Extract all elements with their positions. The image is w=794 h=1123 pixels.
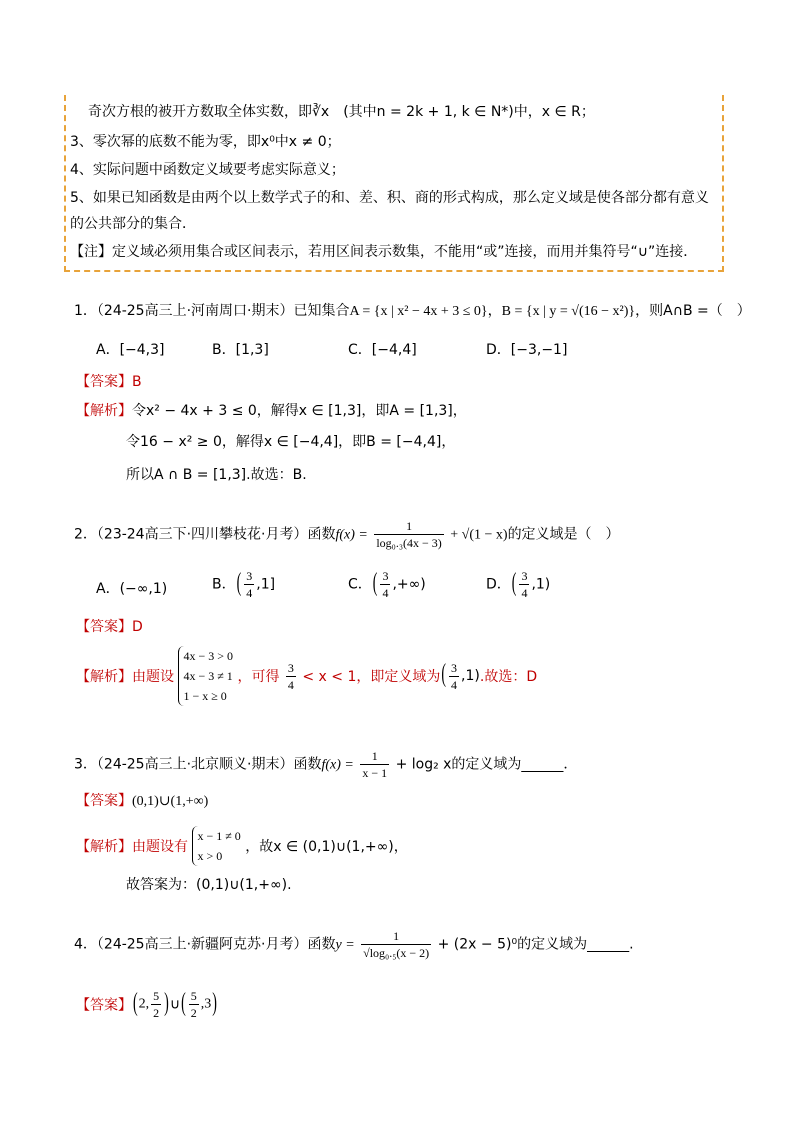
- notes-box: [64, 95, 724, 272]
- q2-option-c: C．( $\frac{3}{4}$ ,+∞): [348, 569, 426, 600]
- note-line-3: 4、实际问题中函数定义域要考虑实际意义；: [70, 162, 345, 178]
- q2-system: 4x − 3 > 0 4x − 3 ≠ 1 1 − x ≥ 0: [178, 646, 233, 706]
- q3-analysis-2: 故答案为：(0,1)∪(1,+∞).: [126, 877, 292, 893]
- q1-answer: 【答案】B: [76, 374, 142, 390]
- note-line-2: 3、零次幂的底数不能为零，即x⁰中x ≠ 0；: [70, 134, 341, 150]
- q4-stem: 4．（24-25高三上·新疆阿克苏·月考）函数y = $\frac{1}{\text{√log₀.₅(x − 2)}}$ + (2x − 5)⁰的定义域为______.: [74, 929, 634, 960]
- q1-analysis-2: 令16 − x² ≥ 0，解得x ∈ [−4,4]，即B = [−4,4]，: [126, 434, 456, 450]
- q1-option-b: B．[1,3]: [212, 342, 269, 358]
- q1-option-c: C．[−4,4]: [348, 342, 417, 358]
- note-line-5: 的公共部分的集合．: [70, 216, 196, 232]
- q4-answer: 【答案】(2, $\frac{5}{2}$ )∪( $\frac{5}{2}$ ,3): [76, 989, 217, 1020]
- q2-option-a: A．(−∞,1): [96, 581, 168, 597]
- q2-analysis: 【解析】由题设 4x − 3 > 0 4x − 3 ≠ 1 1 − x ≥ 0 ，可得 $\frac{3}{4}$ < x < 1，即定义域为( $\frac{3}{4}$ ,1).故选：D: [76, 646, 537, 706]
- q3-stem: 3．（24-25高三上·北京顺义·期末）函数f(x) = $\frac{1}{x - 1}$ + log₂ x的定义域为______．: [74, 749, 578, 780]
- q1-option-a: A．[−4,3]: [96, 342, 165, 358]
- q1-analysis-3: 所以A ∩ B = [1,3].故选：B.: [126, 467, 307, 483]
- note-line-1: 奇次方根的被开方数取全体实数，即∛x (其中n = 2k + 1, k ∈ N*)中，x ∈ R；: [88, 104, 595, 120]
- q2-option-d: D．( $\frac{3}{4}$ ,1): [486, 569, 551, 600]
- q1-stem: 1．（24-25高三上·河南周口·期末）已知集合A = {x | x² − 4x + 3 ≤ 0}，B = {x | y = √(16 − x²)}，则A∩B =（ ）: [74, 303, 751, 319]
- q2-fraction: $\frac{1}{\text{log₀.₃(4x − 3)}}$: [376, 519, 442, 550]
- q3-answer: 【答案】(0,1)∪(1,+∞): [76, 793, 209, 809]
- q3-system: x − 1 ≠ 0 x > 0: [192, 826, 240, 866]
- q2-stem: 2．（23-24高三下·四川攀枝花·月考）函数f(x) = $\frac{1}{\text{log₀.₃(4x − 3)}}$ + √(1 − x)的定义域是（ ）: [74, 519, 620, 550]
- q3-analysis: 【解析】由题设有 x − 1 ≠ 0 x > 0 ，故x ∈ (0,1)∪(1,+∞)，: [76, 826, 408, 866]
- q1-option-d: D．[−3,−1]: [486, 342, 568, 358]
- q2-option-b: B．( $\frac{3}{4}$ ,1]: [212, 569, 276, 600]
- q1-analysis-1: 【解析】令x² − 4x + 3 ≤ 0，解得x ∈ [1,3]，即A = [1,3]，: [76, 403, 467, 419]
- note-line-4: 5、如果已知函数是由两个以上数学式子的和、差、积、商的形式构成，那么定义域是使各部分都有意义: [70, 190, 709, 206]
- q2-answer: 【答案】D: [76, 619, 143, 635]
- note-line-6: 【注】定义域必须用集合或区间表示，若用区间表示数集，不能用“或”连接，而用并集符号“∪”连接．: [70, 244, 698, 260]
